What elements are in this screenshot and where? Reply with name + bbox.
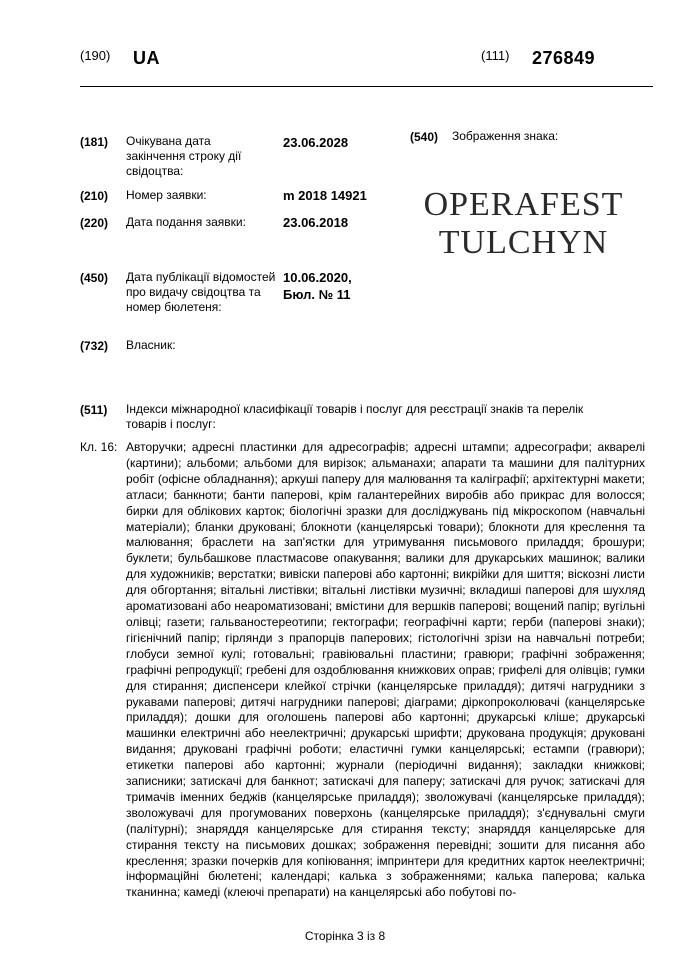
publication-code: (450) — [80, 271, 109, 285]
owner-code: (732) — [80, 339, 109, 353]
application-number-code: (210) — [80, 189, 109, 203]
application-number-value: m 2018 14921 — [283, 188, 367, 203]
mark-image-code: (540) — [410, 130, 439, 144]
country-code: UA — [133, 48, 160, 68]
registration-number: 276849 — [532, 48, 596, 68]
application-number-label: Номер заявки: — [126, 188, 207, 202]
publication-date: 10.06.2020, — [283, 270, 352, 285]
expiry-value: 23.06.2028 — [283, 135, 349, 150]
classification-label: Індекси міжнародної класифікації товарів і послуг для реєстрації знаків та перелік товарів і послуг: — [126, 402, 584, 431]
trademark-line-1: OPERAFEST — [423, 186, 624, 223]
publication-bulletin: Бюл. № 11 — [283, 287, 351, 302]
registration-number-label: (111) — [481, 48, 510, 63]
class-label: Кл. 16: — [80, 440, 118, 454]
goods-list: Авторучки; адресні пластинки для адресографів; адресні штампи; адресографи; акварелі (картини); альбоми; альбоми для вирізок; альманахи; апарати та машини для палітурних робіт (офісне обладнання); аркуші паперу для малювання та каліграфії; архітектурні макети; атласи; банкноти; банти паперові, крім галантерейних виробів або прикрас для волосся; бирки для облікових карток; біологічні зразки для досліджувань під мікроскопом (навчальні матеріали); бланки друковані; блокноти (канцелярські товари); блокноти для креслення та малювання; браслети на зап'ястки для утримування письмового приладдя; брошури; буклети; бульбашкове пластмасове опакування; валики для друкарських машинок; валики для художників; верстатки; вивіски паперові або картонні; викрійки для шиття; віскозні листи для обгортання; вітальні листівки; вітальні листівки музичні; вкладиші паперові для шухляд ароматизовані або неароматизовані; вмістини для вершків паперові; вощений папір; вугільні олівці; газети; гальваностереотипи; гектографи; географічні карти; герби (паперові знаки); гігієнічний папір; гірлянди з прапорців паперових; гістологічні зрізи на навчальні потреби; глобуси земної кулі; готовальні; гравіювальні пластини; гравюри; графічні зображення; графічні репродукції; гребені для оздоблювання книжкових оправ; грифелі для олівців; гумки для стирання; диспенсери клейкої стрічки (канцелярське приладдя); дитячі нагрудники з рукавами паперові; дитячі нагрудники паперові; діаграми; діркопроколювачі (канцелярське приладдя); дошки для оголошень паперові або картонні; друкарські кліше; друкарські машинки електричні або неелектричні; друкарські шрифти; друкована продукція; друковані видання; друковані графічні роботи; еластичні гумки канцелярські; естампи (гравюри); етикетки паперові або картонні; журнали (періодичні видання); закладки книжкові; записники; затискачі для банкнот; затискачі для паперу; затискачі для ручок; затискачі для тримачів іменних беджів (канцелярське приладдя); зволожувачі (канцелярське приладдя); зволожувачі для прогумованих поверхонь (канцелярське приладдя); з'єднувальні смуги (палітурні); знаряддя канцелярське для стирання тексту; знаряддя канцелярське для стирання тексту на письмових дошках; зображення перевідні; зошити для писання або креслення; зразки почерків для копіювання; імпринтери для кредитних карток неелектричні; інформаційні бюлетені; календарі; калька з зображеннями; калька паперова; калька тканинна; камеді (клеючі препарати) на канцелярські або побутові по- — [126, 440, 645, 900]
trademark-image — [412, 178, 635, 270]
filing-date-value: 23.06.2018 — [283, 215, 349, 230]
page-number: Сторінка 3 із 8 — [304, 929, 386, 943]
expiry-code: (181) — [80, 135, 109, 149]
filing-date-code: (220) — [80, 216, 109, 230]
country-code-label: (190) — [80, 48, 111, 63]
header-divider — [80, 86, 653, 87]
expiry-label: Очікувана дата закінчення строку дії свідоцтва: — [126, 134, 242, 178]
filing-date-label: Дата подання заявки: — [126, 215, 246, 229]
publication-label: Дата публікації відомостей про видачу свідоцтва та номер бюлетеня: — [126, 270, 276, 314]
mark-image-label: Зображення знака: — [452, 129, 559, 143]
owner-label: Власник: — [126, 338, 176, 352]
classification-code: (511) — [80, 403, 108, 417]
trademark-line-2: TULCHYN — [438, 224, 609, 261]
